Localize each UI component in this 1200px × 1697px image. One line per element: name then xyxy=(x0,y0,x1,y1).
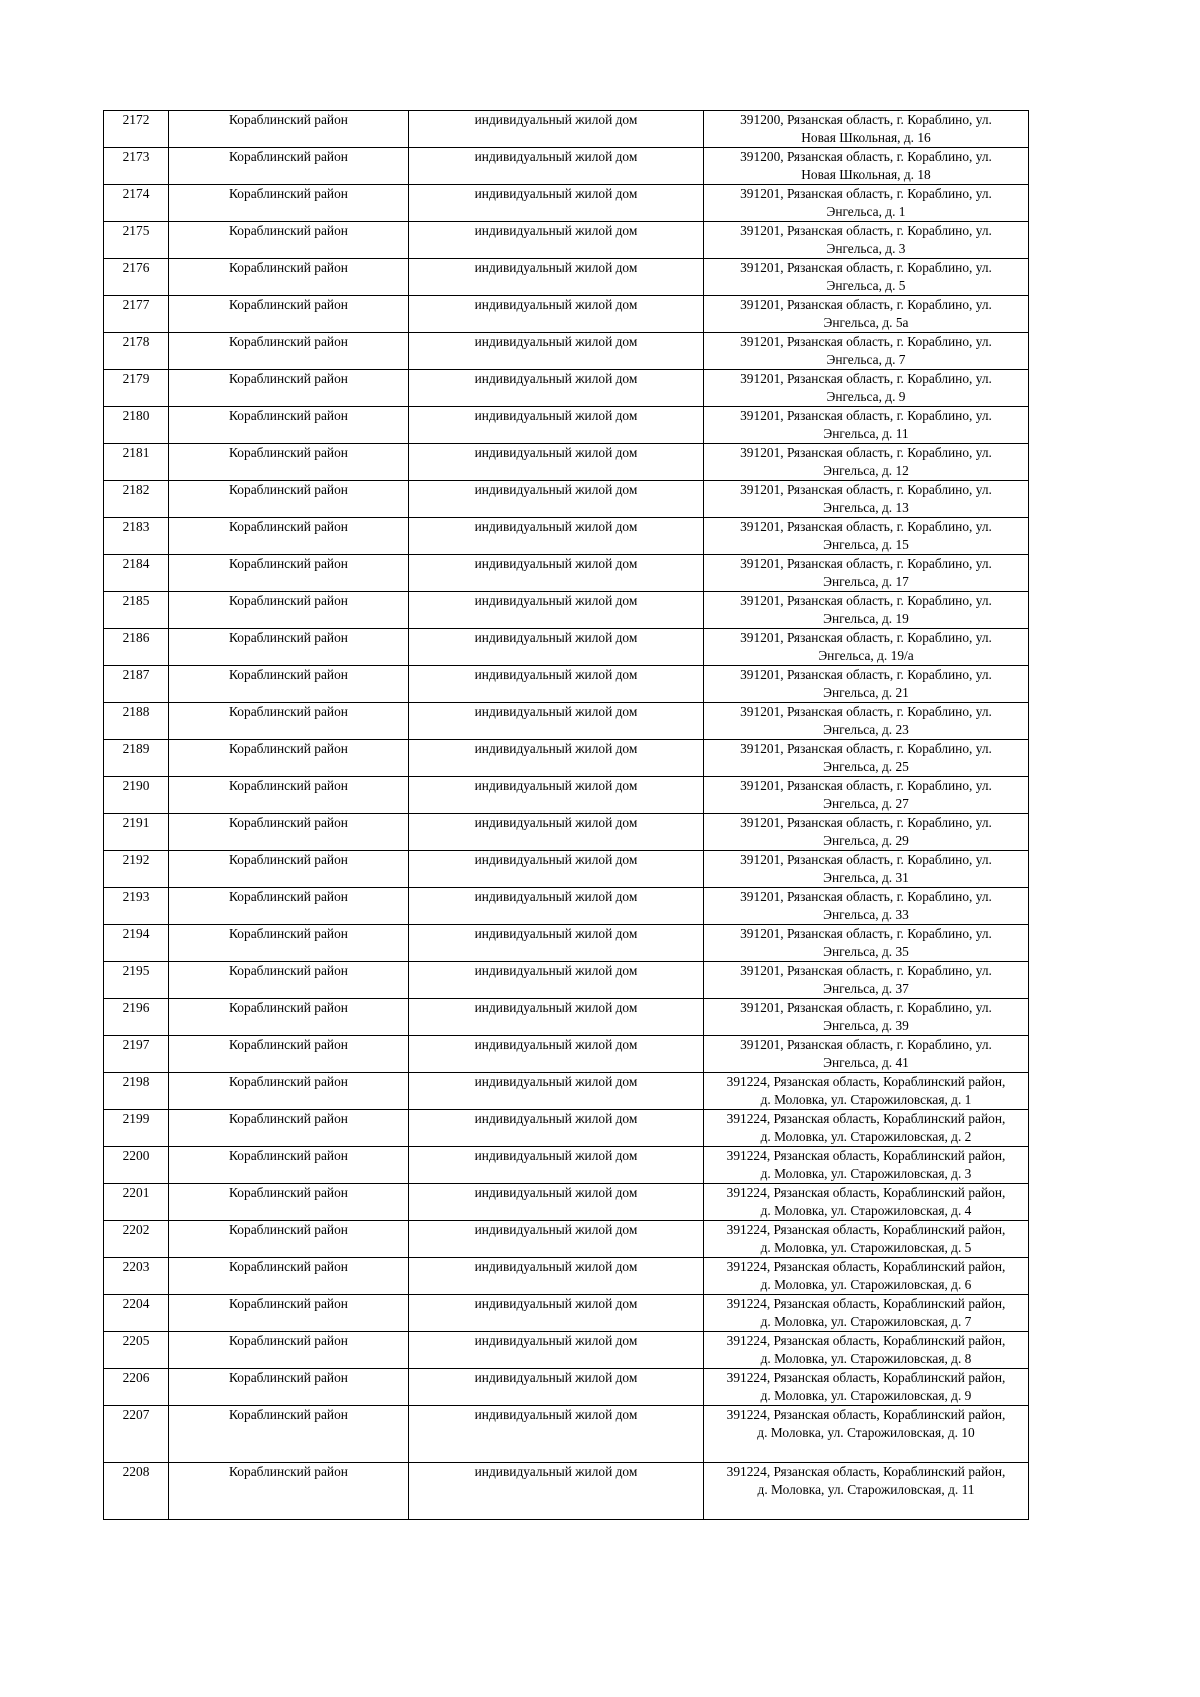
row-number-cell: 2198 xyxy=(104,1073,169,1110)
table-row xyxy=(104,296,1029,333)
building-type-cell: индивидуальный жилой дом xyxy=(409,666,704,703)
address-line-2: Энгельса, д. 19/а xyxy=(818,648,914,663)
address-line-2: д. Моловка, ул. Старожиловская, д. 7 xyxy=(760,1314,972,1329)
address-cell xyxy=(704,555,1029,592)
address-line-2: д. Моловка, ул. Старожиловская, д. 11 xyxy=(757,1482,975,1497)
table-row xyxy=(104,1036,1029,1073)
table-row xyxy=(104,259,1029,296)
table-row xyxy=(104,1332,1029,1369)
address-cell xyxy=(704,222,1029,259)
address-line-2: Энгельса, д. 7 xyxy=(826,352,906,367)
address-line-1: 391200, Рязанская область, г. Кораблино, ул. xyxy=(740,149,992,164)
building-type-cell: индивидуальный жилой дом xyxy=(409,1221,704,1258)
row-number-cell: 2173 xyxy=(104,148,169,185)
address-line-2: д. Моловка, ул. Старожиловская, д. 5 xyxy=(760,1240,972,1255)
row-number-cell: 2192 xyxy=(104,851,169,888)
address-cell xyxy=(704,111,1029,148)
row-number-cell: 2182 xyxy=(104,481,169,518)
address-line-2: д. Моловка, ул. Старожиловская, д. 6 xyxy=(760,1277,972,1292)
building-type-cell: индивидуальный жилой дом xyxy=(409,296,704,333)
building-type-cell: индивидуальный жилой дом xyxy=(409,629,704,666)
district-cell: Кораблинский район xyxy=(169,740,409,777)
district-cell: Кораблинский район xyxy=(169,1110,409,1147)
row-number-cell: 2190 xyxy=(104,777,169,814)
table-row xyxy=(104,999,1029,1036)
address-line-1: 391201, Рязанская область, г. Кораблино, ул. xyxy=(740,630,992,645)
district-cell: Кораблинский район xyxy=(169,333,409,370)
address-line-2: Энгельса, д. 39 xyxy=(823,1018,909,1033)
address-cell xyxy=(704,444,1029,481)
address-cell xyxy=(704,1369,1029,1406)
row-number-cell: 2180 xyxy=(104,407,169,444)
address-line-1: 391201, Рязанская область, г. Кораблино, ул. xyxy=(740,741,992,756)
district-cell: Кораблинский район xyxy=(169,999,409,1036)
row-number-cell: 2202 xyxy=(104,1221,169,1258)
address-line-1: 391224, Рязанская область, Кораблинский район, xyxy=(726,1111,1006,1126)
address-cell xyxy=(704,296,1029,333)
address-cell xyxy=(704,407,1029,444)
address-line-2: Энгельса, д. 3 xyxy=(826,241,906,256)
row-number-cell: 2187 xyxy=(104,666,169,703)
district-cell: Кораблинский район xyxy=(169,703,409,740)
building-type-cell: индивидуальный жилой дом xyxy=(409,407,704,444)
address-line-2: Энгельса, д. 31 xyxy=(823,870,909,885)
building-type-cell: индивидуальный жилой дом xyxy=(409,777,704,814)
row-number-cell: 2172 xyxy=(104,111,169,148)
building-type-cell: индивидуальный жилой дом xyxy=(409,1463,704,1520)
table-row xyxy=(104,925,1029,962)
address-line-2: Энгельса, д. 41 xyxy=(823,1055,909,1070)
building-type-cell: индивидуальный жилой дом xyxy=(409,185,704,222)
address-cell xyxy=(704,925,1029,962)
row-number-cell: 2178 xyxy=(104,333,169,370)
table-row xyxy=(104,592,1029,629)
district-cell: Кораблинский район xyxy=(169,814,409,851)
row-number-cell: 2207 xyxy=(104,1406,169,1463)
address-cell xyxy=(704,851,1029,888)
address-cell xyxy=(704,592,1029,629)
address-line-2: д. Моловка, ул. Старожиловская, д. 3 xyxy=(760,1166,972,1181)
address-line-1: 391201, Рязанская область, г. Кораблино, ул. xyxy=(740,1000,992,1015)
table-row xyxy=(104,1369,1029,1406)
row-number-cell: 2196 xyxy=(104,999,169,1036)
district-cell: Кораблинский район xyxy=(169,481,409,518)
address-cell xyxy=(704,1184,1029,1221)
address-line-2: Новая Школьная, д. 18 xyxy=(801,167,931,182)
address-cell xyxy=(704,1463,1029,1520)
table-row xyxy=(104,1073,1029,1110)
district-cell: Кораблинский район xyxy=(169,851,409,888)
building-type-cell: индивидуальный жилой дом xyxy=(409,1073,704,1110)
building-type-cell: индивидуальный жилой дом xyxy=(409,888,704,925)
table-row xyxy=(104,740,1029,777)
address-cell xyxy=(704,1332,1029,1369)
address-line-2: Энгельса, д. 23 xyxy=(823,722,909,737)
address-line-1: 391201, Рязанская область, г. Кораблино, ул. xyxy=(740,926,992,941)
address-line-1: 391201, Рязанская область, г. Кораблино, ул. xyxy=(740,223,992,238)
building-type-cell: индивидуальный жилой дом xyxy=(409,925,704,962)
address-cell xyxy=(704,703,1029,740)
district-cell: Кораблинский район xyxy=(169,1073,409,1110)
district-cell: Кораблинский район xyxy=(169,666,409,703)
address-cell xyxy=(704,518,1029,555)
district-cell: Кораблинский район xyxy=(169,592,409,629)
address-cell xyxy=(704,777,1029,814)
building-type-cell: индивидуальный жилой дом xyxy=(409,1036,704,1073)
table-row xyxy=(104,962,1029,999)
table-row xyxy=(104,555,1029,592)
table-row xyxy=(104,851,1029,888)
building-type-cell: индивидуальный жилой дом xyxy=(409,555,704,592)
building-type-cell: индивидуальный жилой дом xyxy=(409,703,704,740)
district-cell: Кораблинский район xyxy=(169,1406,409,1463)
building-type-cell: индивидуальный жилой дом xyxy=(409,370,704,407)
table-row xyxy=(104,370,1029,407)
address-line-2: Энгельса, д. 29 xyxy=(823,833,909,848)
district-cell: Кораблинский район xyxy=(169,962,409,999)
district-cell: Кораблинский район xyxy=(169,518,409,555)
address-line-2: д. Моловка, ул. Старожиловская, д. 2 xyxy=(760,1129,972,1144)
table-row xyxy=(104,333,1029,370)
district-cell: Кораблинский район xyxy=(169,1258,409,1295)
address-cell xyxy=(704,1036,1029,1073)
building-type-cell: индивидуальный жилой дом xyxy=(409,518,704,555)
address-line-2: Энгельса, д. 13 xyxy=(823,500,909,515)
district-cell: Кораблинский район xyxy=(169,185,409,222)
address-line-1: 391201, Рязанская область, г. Кораблино, ул. xyxy=(740,778,992,793)
building-type-cell: индивидуальный жилой дом xyxy=(409,999,704,1036)
address-line-1: 391201, Рязанская область, г. Кораблино, ул. xyxy=(740,371,992,386)
address-line-2: д. Моловка, ул. Старожиловская, д. 1 xyxy=(760,1092,972,1107)
row-number-cell: 2186 xyxy=(104,629,169,666)
row-number-cell: 2177 xyxy=(104,296,169,333)
address-line-1: 391201, Рязанская область, г. Кораблино, ул. xyxy=(740,889,992,904)
table-row xyxy=(104,518,1029,555)
address-line-1: 391201, Рязанская область, г. Кораблино, ул. xyxy=(740,963,992,978)
address-cell xyxy=(704,1110,1029,1147)
row-number-cell: 2204 xyxy=(104,1295,169,1332)
address-cell xyxy=(704,740,1029,777)
address-line-1: 391201, Рязанская область, г. Кораблино, ул. xyxy=(740,556,992,571)
address-line-2: Энгельса, д. 21 xyxy=(823,685,909,700)
table-row xyxy=(104,222,1029,259)
address-line-1: 391224, Рязанская область, Кораблинский район, xyxy=(726,1148,1006,1163)
address-line-2: Новая Школьная, д. 16 xyxy=(801,130,931,145)
row-number-cell: 2199 xyxy=(104,1110,169,1147)
row-number-cell: 2183 xyxy=(104,518,169,555)
address-line-1: 391224, Рязанская область, Кораблинский район, xyxy=(726,1296,1006,1311)
district-cell: Кораблинский район xyxy=(169,1036,409,1073)
address-cell xyxy=(704,1258,1029,1295)
table-row xyxy=(104,1184,1029,1221)
address-line-2: Энгельса, д. 12 xyxy=(823,463,909,478)
row-number-cell: 2184 xyxy=(104,555,169,592)
address-line-1: 391224, Рязанская область, Кораблинский район, xyxy=(726,1222,1006,1237)
table-row xyxy=(104,1147,1029,1184)
address-line-1: 391224, Рязанская область, Кораблинский район, xyxy=(726,1185,1006,1200)
table-row xyxy=(104,148,1029,185)
housing-registry-table xyxy=(103,110,1029,1520)
address-line-2: Энгельса, д. 33 xyxy=(823,907,909,922)
building-type-cell: индивидуальный жилой дом xyxy=(409,1332,704,1369)
address-cell xyxy=(704,481,1029,518)
address-line-1: 391201, Рязанская область, г. Кораблино, ул. xyxy=(740,445,992,460)
address-line-1: 391224, Рязанская область, Кораблинский район, xyxy=(726,1407,1006,1422)
address-cell xyxy=(704,1221,1029,1258)
district-cell: Кораблинский район xyxy=(169,296,409,333)
table-row xyxy=(104,185,1029,222)
address-line-1: 391224, Рязанская область, Кораблинский район, xyxy=(726,1370,1006,1385)
address-cell xyxy=(704,1073,1029,1110)
table-row xyxy=(104,666,1029,703)
address-line-2: Энгельса, д. 1 xyxy=(826,204,906,219)
table-row xyxy=(104,814,1029,851)
district-cell: Кораблинский район xyxy=(169,1369,409,1406)
building-type-cell: индивидуальный жилой дом xyxy=(409,851,704,888)
district-cell: Кораблинский район xyxy=(169,1332,409,1369)
row-number-cell: 2179 xyxy=(104,370,169,407)
address-line-1: 391201, Рязанская область, г. Кораблино, ул. xyxy=(740,408,992,423)
address-line-2: Энгельса, д. 25 xyxy=(823,759,909,774)
district-cell: Кораблинский район xyxy=(169,444,409,481)
district-cell: Кораблинский район xyxy=(169,888,409,925)
address-line-1: 391201, Рязанская область, г. Кораблино, ул. xyxy=(740,704,992,719)
address-line-2: Энгельса, д. 37 xyxy=(823,981,909,996)
district-cell: Кораблинский район xyxy=(169,1221,409,1258)
district-cell: Кораблинский район xyxy=(169,259,409,296)
building-type-cell: индивидуальный жилой дом xyxy=(409,1147,704,1184)
building-type-cell: индивидуальный жилой дом xyxy=(409,740,704,777)
table-row xyxy=(104,444,1029,481)
building-type-cell: индивидуальный жилой дом xyxy=(409,333,704,370)
district-cell: Кораблинский район xyxy=(169,629,409,666)
address-line-2: Энгельса, д. 35 xyxy=(823,944,909,959)
row-number-cell: 2174 xyxy=(104,185,169,222)
row-number-cell: 2201 xyxy=(104,1184,169,1221)
row-number-cell: 2185 xyxy=(104,592,169,629)
district-cell: Кораблинский район xyxy=(169,1184,409,1221)
row-number-cell: 2206 xyxy=(104,1369,169,1406)
building-type-cell: индивидуальный жилой дом xyxy=(409,222,704,259)
building-type-cell: индивидуальный жилой дом xyxy=(409,481,704,518)
address-line-1: 391201, Рязанская область, г. Кораблино, ул. xyxy=(740,334,992,349)
table-row xyxy=(104,1258,1029,1295)
address-line-1: 391201, Рязанская область, г. Кораблино, ул. xyxy=(740,667,992,682)
address-cell xyxy=(704,370,1029,407)
table-row xyxy=(104,1463,1029,1520)
row-number-cell: 2181 xyxy=(104,444,169,481)
row-number-cell: 2200 xyxy=(104,1147,169,1184)
district-cell: Кораблинский район xyxy=(169,925,409,962)
table-row xyxy=(104,1221,1029,1258)
address-cell xyxy=(704,999,1029,1036)
building-type-cell: индивидуальный жилой дом xyxy=(409,1406,704,1463)
building-type-cell: индивидуальный жилой дом xyxy=(409,962,704,999)
address-line-1: 391224, Рязанская область, Кораблинский район, xyxy=(726,1074,1006,1089)
address-line-1: 391201, Рязанская область, г. Кораблино, ул. xyxy=(740,260,992,275)
row-number-cell: 2188 xyxy=(104,703,169,740)
table-row xyxy=(104,629,1029,666)
table-row xyxy=(104,111,1029,148)
table-row xyxy=(104,407,1029,444)
address-line-1: 391224, Рязанская область, Кораблинский район, xyxy=(726,1333,1006,1348)
address-line-1: 391201, Рязанская область, г. Кораблино, ул. xyxy=(740,815,992,830)
address-cell xyxy=(704,814,1029,851)
building-type-cell: индивидуальный жилой дом xyxy=(409,444,704,481)
address-cell xyxy=(704,259,1029,296)
address-cell xyxy=(704,962,1029,999)
row-number-cell: 2191 xyxy=(104,814,169,851)
row-number-cell: 2176 xyxy=(104,259,169,296)
table-row xyxy=(104,888,1029,925)
row-number-cell: 2203 xyxy=(104,1258,169,1295)
address-line-1: 391201, Рязанская область, г. Кораблино, ул. xyxy=(740,1037,992,1052)
address-line-1: 391201, Рязанская область, г. Кораблино, ул. xyxy=(740,297,992,312)
address-line-2: Энгельса, д. 17 xyxy=(823,574,909,589)
address-line-2: д. Моловка, ул. Старожиловская, д. 8 xyxy=(760,1351,972,1366)
table-row xyxy=(104,777,1029,814)
address-line-2: д. Моловка, ул. Старожиловская, д. 9 xyxy=(760,1388,972,1403)
address-line-2: д. Моловка, ул. Старожиловская, д. 10 xyxy=(757,1425,975,1440)
building-type-cell: индивидуальный жилой дом xyxy=(409,1258,704,1295)
building-type-cell: индивидуальный жилой дом xyxy=(409,592,704,629)
address-line-1: 391224, Рязанская область, Кораблинский район, xyxy=(726,1259,1006,1274)
address-cell xyxy=(704,666,1029,703)
address-line-1: 391201, Рязанская область, г. Кораблино, ул. xyxy=(740,593,992,608)
district-cell: Кораблинский район xyxy=(169,777,409,814)
table-row xyxy=(104,1110,1029,1147)
address-cell xyxy=(704,1295,1029,1332)
district-cell: Кораблинский район xyxy=(169,1463,409,1520)
address-cell xyxy=(704,148,1029,185)
district-cell: Кораблинский район xyxy=(169,111,409,148)
address-cell xyxy=(704,888,1029,925)
table-row xyxy=(104,1406,1029,1463)
address-line-1: 391201, Рязанская область, г. Кораблино, ул. xyxy=(740,852,992,867)
building-type-cell: индивидуальный жилой дом xyxy=(409,1369,704,1406)
table-row xyxy=(104,703,1029,740)
row-number-cell: 2208 xyxy=(104,1463,169,1520)
district-cell: Кораблинский район xyxy=(169,1147,409,1184)
address-line-2: Энгельса, д. 27 xyxy=(823,796,909,811)
row-number-cell: 2189 xyxy=(104,740,169,777)
row-number-cell: 2195 xyxy=(104,962,169,999)
address-line-2: д. Моловка, ул. Старожиловская, д. 4 xyxy=(760,1203,972,1218)
building-type-cell: индивидуальный жилой дом xyxy=(409,148,704,185)
address-line-2: Энгельса, д. 15 xyxy=(823,537,909,552)
table-row xyxy=(104,481,1029,518)
address-line-2: Энгельса, д. 5 xyxy=(826,278,906,293)
address-line-1: 391201, Рязанская область, г. Кораблино, ул. xyxy=(740,482,992,497)
district-cell: Кораблинский район xyxy=(169,1295,409,1332)
row-number-cell: 2197 xyxy=(104,1036,169,1073)
district-cell: Кораблинский район xyxy=(169,222,409,259)
address-line-2: Энгельса, д. 9 xyxy=(826,389,906,404)
district-cell: Кораблинский район xyxy=(169,370,409,407)
address-cell xyxy=(704,185,1029,222)
district-cell: Кораблинский район xyxy=(169,148,409,185)
building-type-cell: индивидуальный жилой дом xyxy=(409,1184,704,1221)
address-line-1: 391201, Рязанская область, г. Кораблино, ул. xyxy=(740,519,992,534)
address-line-2: Энгельса, д. 11 xyxy=(823,426,909,441)
registry-table-body xyxy=(104,111,1029,1520)
row-number-cell: 2194 xyxy=(104,925,169,962)
address-line-1: 391200, Рязанская область, г. Кораблино, ул. xyxy=(740,112,992,127)
building-type-cell: индивидуальный жилой дом xyxy=(409,1295,704,1332)
address-cell xyxy=(704,1147,1029,1184)
row-number-cell: 2205 xyxy=(104,1332,169,1369)
building-type-cell: индивидуальный жилой дом xyxy=(409,111,704,148)
district-cell: Кораблинский район xyxy=(169,555,409,592)
address-cell xyxy=(704,629,1029,666)
address-cell xyxy=(704,333,1029,370)
address-line-2: Энгельса, д. 19 xyxy=(823,611,909,626)
row-number-cell: 2193 xyxy=(104,888,169,925)
building-type-cell: индивидуальный жилой дом xyxy=(409,259,704,296)
row-number-cell: 2175 xyxy=(104,222,169,259)
address-cell xyxy=(704,1406,1029,1463)
district-cell: Кораблинский район xyxy=(169,407,409,444)
table-row xyxy=(104,1295,1029,1332)
building-type-cell: индивидуальный жилой дом xyxy=(409,1110,704,1147)
address-line-2: Энгельса, д. 5а xyxy=(823,315,909,330)
address-line-1: 391201, Рязанская область, г. Кораблино, ул. xyxy=(740,186,992,201)
address-line-1: 391224, Рязанская область, Кораблинский район, xyxy=(726,1464,1006,1479)
building-type-cell: индивидуальный жилой дом xyxy=(409,814,704,851)
